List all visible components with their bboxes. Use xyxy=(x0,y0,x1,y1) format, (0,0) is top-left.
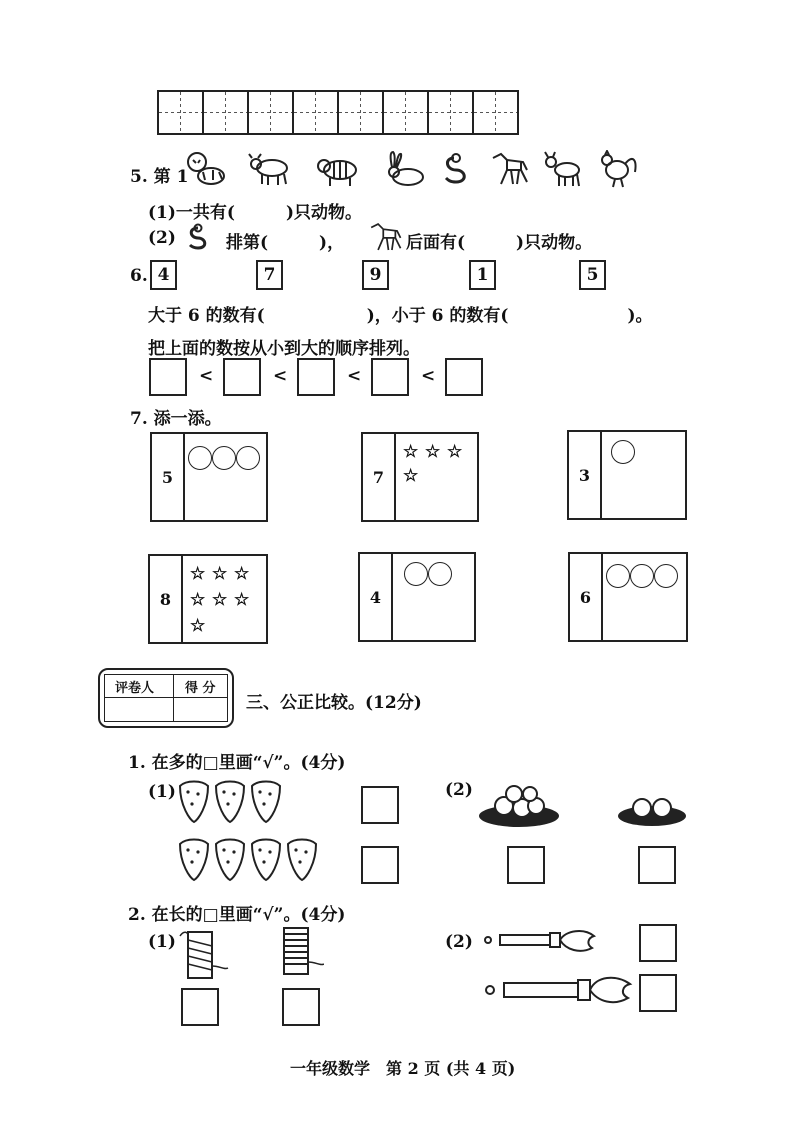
goat-icon xyxy=(541,150,585,188)
check-box[interactable] xyxy=(639,974,677,1012)
check-box[interactable] xyxy=(181,988,219,1026)
score-header-score: 得 分 xyxy=(185,681,216,696)
snake-icon xyxy=(440,150,484,188)
check-box[interactable] xyxy=(507,846,545,884)
less-than-sign: < xyxy=(273,366,288,386)
rooster-icon xyxy=(595,150,639,188)
q1-part2-label: (2) xyxy=(445,780,473,800)
tiger-icon xyxy=(183,150,227,188)
star-icon: ☆ xyxy=(403,442,419,462)
star-icon: ☆ xyxy=(447,442,463,462)
panel-number: 5 xyxy=(152,434,185,520)
order-answer-box[interactable] xyxy=(445,358,483,396)
q2-part1-label: (1) xyxy=(148,932,176,952)
brush-icon xyxy=(484,926,600,956)
horse-icon xyxy=(366,220,404,254)
order-answer-box[interactable] xyxy=(297,358,335,396)
fill-panel[interactable] xyxy=(148,554,268,644)
circle-icon xyxy=(428,562,452,586)
circle-icon xyxy=(654,564,678,588)
number-box: 7 xyxy=(256,260,283,290)
star-icon: ☆ xyxy=(212,590,228,610)
fill-panel[interactable] xyxy=(567,430,687,520)
number-box: 1 xyxy=(469,260,496,290)
page-footer: 一年级数学 第 2 页 (共 4 页) xyxy=(290,1059,516,1078)
panel-number: 3 xyxy=(569,432,602,518)
q1-part1-label: (1) xyxy=(148,782,176,802)
circle-icon xyxy=(611,440,635,464)
number-box: 9 xyxy=(362,260,389,290)
score-header-grader: 评卷人 xyxy=(115,681,155,696)
tiger2-icon xyxy=(316,150,360,188)
grid-cell[interactable] xyxy=(339,92,384,133)
q7-title: 7. 添一添。 xyxy=(130,409,222,429)
horse-icon xyxy=(487,150,531,188)
fill-panel[interactable] xyxy=(150,432,268,522)
grid-cell[interactable] xyxy=(384,92,429,133)
q6-label: 6. xyxy=(130,266,148,286)
thread-spool-icon xyxy=(272,924,324,978)
grid-cell[interactable] xyxy=(159,92,204,133)
circle-icon xyxy=(606,564,630,588)
panel-number: 4 xyxy=(360,554,393,640)
star-icon: ☆ xyxy=(234,564,250,584)
brush-icon xyxy=(484,972,634,1008)
grid-cell[interactable] xyxy=(249,92,294,133)
circle-icon xyxy=(236,446,260,470)
check-box[interactable] xyxy=(361,846,399,884)
panel-number: 7 xyxy=(363,434,396,520)
apple-plate-icon xyxy=(616,788,688,830)
fill-panel[interactable] xyxy=(358,552,476,642)
star-icon: ☆ xyxy=(190,590,206,610)
circle-icon xyxy=(188,446,212,470)
less-than-sign: < xyxy=(347,366,362,386)
less-than-sign: < xyxy=(199,366,214,386)
ox-icon xyxy=(248,150,292,188)
grid-cell[interactable] xyxy=(204,92,249,133)
snake-icon xyxy=(186,222,218,252)
order-answer-box[interactable] xyxy=(223,358,261,396)
check-box[interactable] xyxy=(361,786,399,824)
star-icon: ☆ xyxy=(403,466,419,486)
fill-panel[interactable] xyxy=(568,552,688,642)
thread-spool-icon xyxy=(178,926,230,982)
order-answer-box[interactable] xyxy=(149,358,187,396)
grid-cell[interactable] xyxy=(294,92,339,133)
order-answer-box[interactable] xyxy=(371,358,409,396)
q2-part2-label: (2) xyxy=(445,932,473,952)
star-icon: ☆ xyxy=(190,616,206,636)
q2-title: 2. 在长的□里画“√”。(4分) xyxy=(128,905,346,925)
check-box[interactable] xyxy=(638,846,676,884)
q6-line2: 把上面的数按从小到大的顺序排列。 xyxy=(148,339,420,359)
grid-cell[interactable] xyxy=(429,92,474,133)
writing-grid xyxy=(157,90,519,135)
section-title: 三、公正比较。(12分) xyxy=(246,693,422,713)
circle-icon xyxy=(630,564,654,588)
star-icon: ☆ xyxy=(212,564,228,584)
fill-panel[interactable] xyxy=(361,432,479,522)
panel-number: 8 xyxy=(150,556,183,642)
number-box: 5 xyxy=(579,260,606,290)
strawberry-icon xyxy=(176,834,324,884)
q5-line2-rank: 排第( )， xyxy=(226,233,345,253)
q5-line2-label: (2) xyxy=(148,228,176,248)
apple-plate-icon xyxy=(476,778,562,830)
strawberry-icon xyxy=(176,776,286,824)
rabbit-icon xyxy=(384,150,428,188)
circle-icon xyxy=(212,446,236,470)
q6-line1: 大于 6 的数有( )，小于 6 的数有( )。 xyxy=(148,306,653,326)
q5-line2-after: 后面有( )只动物。 xyxy=(406,233,593,253)
number-box: 4 xyxy=(150,260,177,290)
circle-icon xyxy=(404,562,428,586)
less-than-sign: < xyxy=(421,366,436,386)
score-table xyxy=(98,668,234,728)
q1-title: 1. 在多的□里画“√”。(4分) xyxy=(128,753,346,773)
check-box[interactable] xyxy=(282,988,320,1026)
star-icon: ☆ xyxy=(425,442,441,462)
star-icon: ☆ xyxy=(234,590,250,610)
grid-cell[interactable] xyxy=(474,92,517,133)
panel-number: 6 xyxy=(570,554,603,640)
star-icon: ☆ xyxy=(190,564,206,584)
q5-prefix: 5. 第 1 xyxy=(130,167,189,187)
q5-line1: (1)一共有( )只动物。 xyxy=(148,203,363,223)
check-box[interactable] xyxy=(639,924,677,962)
